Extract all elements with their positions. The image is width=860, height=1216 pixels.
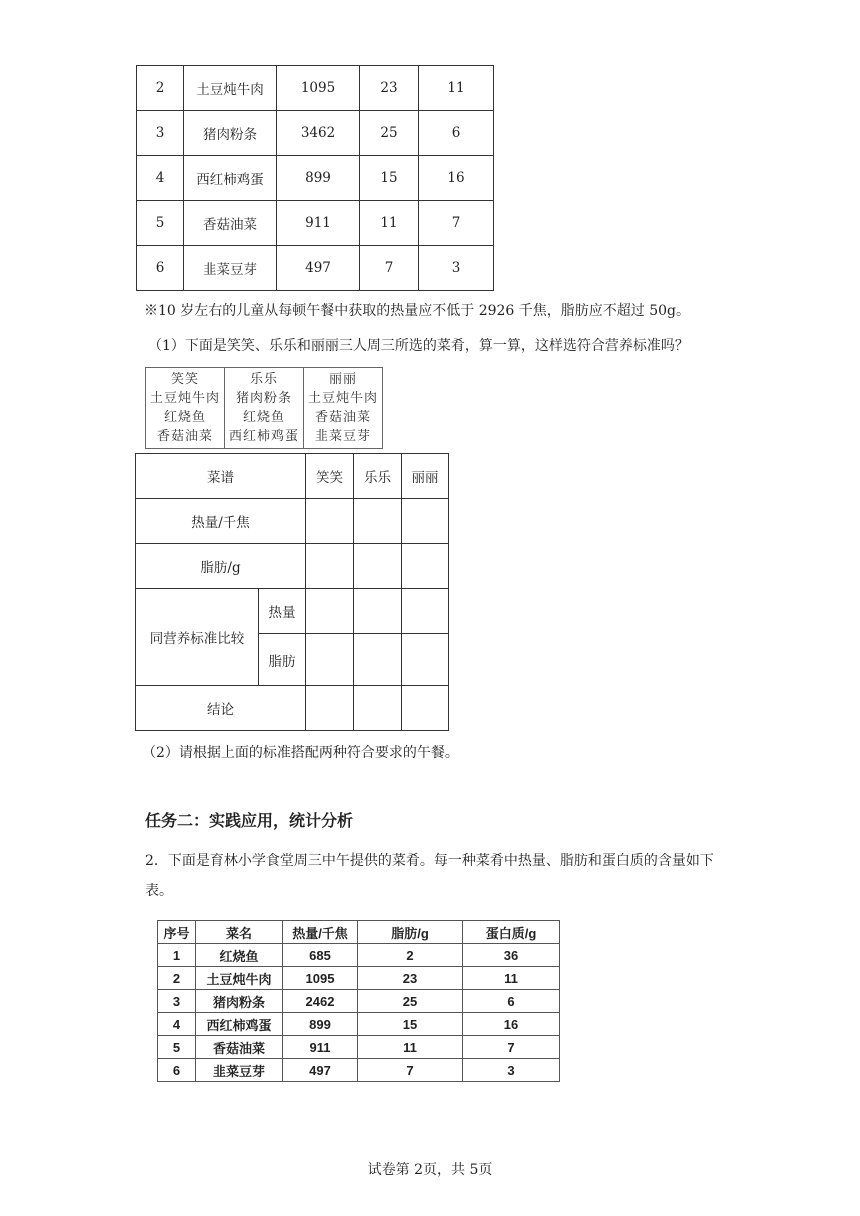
table-cell: 899 (283, 1013, 358, 1036)
table-cell: 497 (283, 1059, 358, 1082)
table-cell: 香菇油菜 (196, 1036, 283, 1059)
table-cell: 911 (283, 1036, 358, 1059)
header-lili: 丽丽 (402, 454, 449, 499)
answer-cell[interactable] (306, 589, 354, 634)
table-cell: 3 (419, 246, 494, 291)
menu-dish: 红烧鱼 (164, 410, 207, 425)
table-cell: 15 (360, 156, 419, 201)
menu-name: 丽丽 (329, 372, 358, 387)
table-cell: 土豆炖牛肉 (184, 66, 277, 111)
table-cell: 西红柿鸡蛋 (184, 156, 277, 201)
table-cell: 2 (158, 967, 196, 990)
problem-2-text: 2．下面是育林小学食堂周三中午提供的菜肴。每一种菜肴中热量、脂肪和蛋白质的含量如下表。 (145, 853, 714, 899)
menu-name: 笑笑 (171, 372, 200, 387)
table-cell: 911 (277, 201, 360, 246)
answer-cell[interactable] (354, 589, 402, 634)
answer-cell[interactable] (354, 634, 402, 686)
task-heading: 任务二：实践应用，统计分析 (145, 811, 354, 830)
nutrition-note: ※10 岁左右的儿童从每顿午餐中获取的热量应不低于 2926 千焦，脂肪应不超过 50g。 (144, 303, 691, 319)
table-cell: 1 (158, 944, 196, 967)
table-cell: 7 (463, 1036, 560, 1059)
table-cell: 4 (137, 156, 184, 201)
table-cell: 红烧鱼 (196, 944, 283, 967)
table-cell: 899 (277, 156, 360, 201)
answer-cell[interactable] (402, 686, 449, 731)
row-label-compare: 同营养标准比较 (136, 589, 259, 686)
answer-cell[interactable] (306, 634, 354, 686)
header-recipe: 菜谱 (136, 454, 306, 499)
table-row (137, 201, 494, 246)
table-cell: 16 (463, 1013, 560, 1036)
table-cell: 15 (358, 1013, 463, 1036)
table-cell: 11 (463, 967, 560, 990)
table-cell: 1095 (283, 967, 358, 990)
menu-box-lele (225, 368, 304, 448)
answer-cell[interactable] (354, 544, 402, 589)
table-row (158, 944, 560, 967)
col-header-dish: 菜名 (196, 921, 283, 944)
table-cell: 7 (358, 1059, 463, 1082)
answer-cell[interactable] (402, 634, 449, 686)
answer-cell[interactable] (402, 544, 449, 589)
table-row (137, 246, 494, 291)
table-cell: 11 (419, 66, 494, 111)
answer-cell[interactable] (402, 589, 449, 634)
table-row (137, 66, 494, 111)
table-cell: 6 (137, 246, 184, 291)
table-row (158, 967, 560, 990)
dish-nutrition-table (157, 920, 560, 1082)
menu-dish: 韭菜豆芽 (315, 429, 372, 444)
table-cell: 猪肉粉条 (184, 111, 277, 156)
menu-dish: 猪肉粉条 (236, 391, 293, 406)
table-cell: 4 (158, 1013, 196, 1036)
sub-label-heat: 热量 (259, 589, 306, 634)
table-row (158, 1013, 560, 1036)
table-cell: 香菇油菜 (184, 201, 277, 246)
table-cell: 16 (419, 156, 494, 201)
table-cell: 7 (360, 246, 419, 291)
page-footer: 试卷第 2页，共 5页 (367, 1162, 493, 1178)
menu-selection-boxes (145, 367, 383, 449)
table-row (137, 111, 494, 156)
header-xiaoxiao: 笑笑 (306, 454, 354, 499)
table-cell: 685 (283, 944, 358, 967)
table-cell: 6 (158, 1059, 196, 1082)
table-cell: 土豆炖牛肉 (196, 967, 283, 990)
row-label-conclusion: 结论 (136, 686, 306, 731)
answer-cell[interactable] (306, 499, 354, 544)
header-lele: 乐乐 (354, 454, 402, 499)
table-cell: 23 (358, 967, 463, 990)
menu-dish: 土豆炖牛肉 (150, 391, 221, 406)
table-cell: 3462 (277, 111, 360, 156)
menu-dish: 土豆炖牛肉 (308, 391, 379, 406)
table-cell: 25 (360, 111, 419, 156)
table-cell: 3 (137, 111, 184, 156)
comparison-table (135, 453, 449, 731)
table-cell: 1095 (277, 66, 360, 111)
table-cell: 6 (419, 111, 494, 156)
menu-dish: 香菇油菜 (315, 410, 372, 425)
table-cell: 6 (463, 990, 560, 1013)
row-label-fat: 脂肪/g (136, 544, 306, 589)
table-cell: 497 (277, 246, 360, 291)
col-header-protein: 蛋白质/g (463, 921, 560, 944)
question-2: （2）请根据上面的标准搭配两种符合要求的午餐。 (142, 745, 459, 761)
table-cell: 5 (137, 201, 184, 246)
table-cell: 2 (358, 944, 463, 967)
table-cell: 西红柿鸡蛋 (196, 1013, 283, 1036)
menu-dish: 红烧鱼 (243, 410, 286, 425)
menu-dish: 西红柿鸡蛋 (229, 429, 300, 444)
table-cell: 5 (158, 1036, 196, 1059)
table-cell: 11 (360, 201, 419, 246)
question-1: （1）下面是笑笑、乐乐和丽丽三人周三所选的菜肴，算一算，这样选符合营养标准吗？ (148, 338, 689, 354)
answer-cell[interactable] (354, 686, 402, 731)
table-cell: 25 (358, 990, 463, 1013)
table-cell: 韭菜豆芽 (196, 1059, 283, 1082)
menu-box-lili (304, 368, 382, 448)
answer-cell[interactable] (402, 499, 449, 544)
table-row (158, 1059, 560, 1082)
menu-box-xiaoxiao (146, 368, 225, 448)
table-cell: 3 (463, 1059, 560, 1082)
table-cell: 2462 (283, 990, 358, 1013)
table-cell: 韭菜豆芽 (184, 246, 277, 291)
table-cell: 3 (158, 990, 196, 1013)
answer-cell[interactable] (306, 686, 354, 731)
col-header-heat: 热量/千焦 (283, 921, 358, 944)
menu-dish: 香菇油菜 (157, 429, 214, 444)
table-row (158, 1036, 560, 1059)
table-cell: 23 (360, 66, 419, 111)
table-row (137, 156, 494, 201)
table-cell: 猪肉粉条 (196, 990, 283, 1013)
answer-cell[interactable] (354, 499, 402, 544)
col-header-index: 序号 (158, 921, 196, 944)
col-header-fat: 脂肪/g (358, 921, 463, 944)
dish-table-continued (136, 65, 494, 291)
table-cell: 7 (419, 201, 494, 246)
sub-label-fat: 脂肪 (259, 634, 306, 686)
table-cell: 2 (137, 66, 184, 111)
answer-cell[interactable] (306, 544, 354, 589)
table-cell: 11 (358, 1036, 463, 1059)
table-cell: 36 (463, 944, 560, 967)
table-row (158, 990, 560, 1013)
row-label-heat: 热量/千焦 (136, 499, 306, 544)
menu-name: 乐乐 (250, 372, 279, 387)
